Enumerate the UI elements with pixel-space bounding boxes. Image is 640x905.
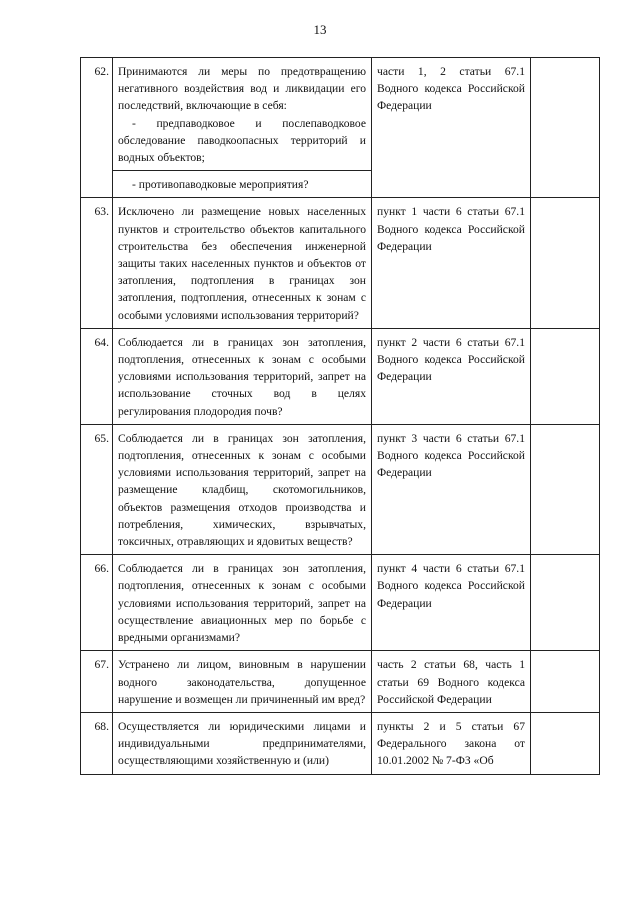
answer-cell[interactable] [531,424,600,554]
row-number: 68. [81,712,113,774]
table-row [81,712,600,774]
question-sub-item: - предпаводковое и послепаводковое обследование паводкоопасных территорий и водных объектов; [118,116,366,165]
answer-cell[interactable] [531,58,600,198]
question-text: Принимаются ли меры по предотвращению негативного воздействия вод и ликвидации его последствий, включающие в себя: [118,65,366,113]
question-cell: Устранено ли лицом, виновным в нарушении водного законодательства, допущенное нарушение и возмещен ли причиненный им вред? [113,651,372,713]
row-number: 66. [81,555,113,651]
reference-cell: части 1, 2 статьи 67.1 Водного кодекса Российской Федерации [372,58,531,198]
question-cell: Исключено ли размещение новых населенных пунктов и строительство объектов капитального строительства без обеспечения инженерной защиты таких населенных пунктов и объектов от затопления, подтопления в границах зон затопления, подтопления, отнесенных к зонам с особыми условиями использования территорий? [113,198,372,328]
question-cell: Соблюдается ли в границах зон затопления, подтопления, отнесенных к зонам с особыми условиями использования территорий, запрет на размещение кладбищ, скотомогильников, объектов размещения отходов производства и потребления, химических, взрывчатых, токсичных, отравляющих и ядовитых веществ? [113,424,372,554]
answer-cell[interactable] [531,198,600,328]
reference-cell: пункт 4 части 6 статьи 67.1 Водного кодекса Российской Федерации [372,555,531,651]
row-number: 62. [81,58,113,198]
question-cell: Соблюдается ли в границах зон затопления, подтопления, отнесенных к зонам с особыми условиями использования территорий, запрет на осуществление авиационных мер по борьбе с вредными организмами? [113,555,372,651]
table-row [81,328,600,424]
table-row [81,198,600,328]
question-cell [113,58,372,171]
question-sub-item: - противопаводковые мероприятия? [132,178,309,192]
answer-cell[interactable] [531,555,600,651]
reference-cell: пункты 2 и 5 статьи 67 Федерального закона от 10.01.2002 № 7-ФЗ «Об [372,712,531,774]
row-number: 67. [81,651,113,713]
answer-cell[interactable] [531,328,600,424]
table-row [81,58,600,171]
reference-cell: пункт 1 части 6 статьи 67.1 Водного кодекса Российской Федерации [372,198,531,328]
page-number: 13 [313,22,327,37]
table-row [81,555,600,651]
row-number: 65. [81,424,113,554]
reference-cell: часть 2 статьи 68, часть 1 статьи 69 Водного кодекса Российской Федерации [372,651,531,713]
table-row [81,651,600,713]
reference-cell: пункт 2 части 6 статьи 67.1 Водного кодекса Российской Федерации [372,328,531,424]
question-cell: Осуществляется ли юридическими лицами и индивидуальными предпринимателями, осуществляющими хозяйственную и (или) [113,712,372,774]
table-row [81,424,600,554]
row-number: 64. [81,328,113,424]
reference-cell: пункт 3 части 6 статьи 67.1 Водного кодекса Российской Федерации [372,424,531,554]
checklist-table [80,57,600,775]
row-number: 63. [81,198,113,328]
question-cell: Соблюдается ли в границах зон затопления, подтопления, отнесенных к зонам с особыми условиями использования территорий, запрет на использование сточных вод в целях регулирования плодородия почв? [113,328,372,424]
answer-cell[interactable] [531,651,600,713]
answer-cell[interactable] [531,712,600,774]
question-cell [113,171,372,198]
